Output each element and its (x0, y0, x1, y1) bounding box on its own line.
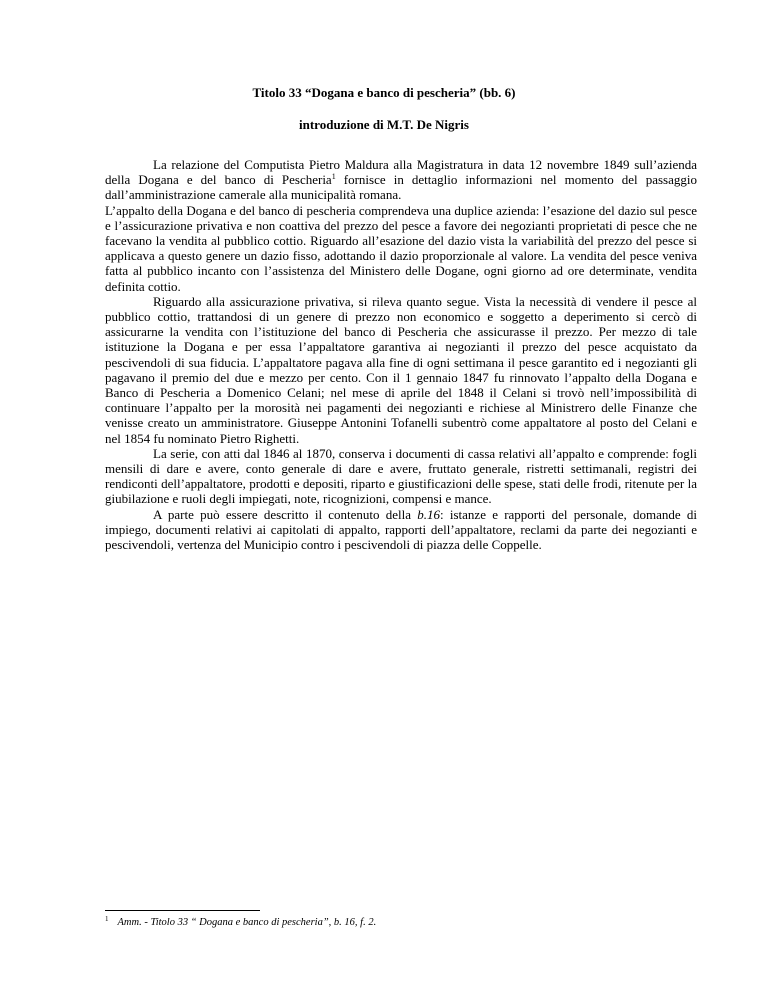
paragraph-2: L’appalto della Dogana e del banco di pescheria comprendeva una duplice azienda: l’esazione del dazio sul pesce e l’assicurazione privativa e non coattiva del prezzo del pesce a favore dei negozianti proprietati di pesce che ne facevano la vendita al pubblico cottio. Riguardo all’esazione del dazio vista la variabilità del prezzo del pesce si applicava a questo genere un dazio fisso, adottando il dazio proporzionale al valore. La vendita del pesce veniva fatta al pubblico incanto con l’assistenza del Ministero delle Dogane, ogni giorno ad ore determinate, vendita definita cottio. (105, 202, 697, 294)
paragraph-1-text-b: fornisce in dettaglio informazioni nel momento del passaggio dall’amministrazione camerale alla municipalità romana. (105, 172, 697, 203)
paragraph-5-text-a: A parte può essere descritto il contenuto della (153, 506, 418, 522)
footnote-reference: 1 (331, 172, 336, 182)
footnote-number: 1 (105, 915, 109, 923)
paragraph-1 (105, 157, 697, 203)
paragraph-5-text-b: : istanze e rapporti del personale, domande di impiego, documenti relativi ai capitolati di appalto, rapporti dell’appaltatore, reclami da parte dei negozianti e pescivendoli, vertenza del Municipio contro i pescivendoli di piazza delle Coppelle. (105, 506, 697, 553)
paragraph-4: La serie, con atti dal 1846 al 1870, conserva i documenti di cassa relativi all’appalto e comprende: fogli mensili di dare e avere, conto generale di dare e avere, fruttato generale, ristretti settimanali, registri dei rendiconti dell’appaltatore, prodotti e depositi, riparto e giustificazioni delle spese, stati delle frodi, ritenute per la giubilazione e ruoli degli impiegati, note, ricognizioni, compensi e mance. (105, 445, 697, 507)
footnote-divider (105, 910, 260, 911)
paragraph-1-text-a: La relazione del Computista Pietro Maldura alla Magistratura in data 12 novembre 1849 sull’azienda della Dogana e del banco di Pescheria (105, 157, 697, 188)
footnote (105, 916, 697, 929)
paragraph-3: Riguardo alla assicurazione privativa, si rileva quanto segue. Vista la necessità di vendere il pesce al pubblico cottio, trattandosi di un genere di prezzo non economico e soggetto a deperimento si cercò di assicurarne la vendita con l’istituzione del banco di Pescheria che assicurasse il prezzo. Per mezzo di tale istituzione la Dogana e per essa l’appaltatore garantiva ai negozianti il prezzo del pesce acquistato da pescivendoli di sua fiducia. L’appaltatore pagava alla fine di ogni settimana il pesce garantito ed i negozianti gli pagavano il premio del due e mezzo per cento. Con il 1 gennaio 1847 fu rinnovato l’appalto della Dogana e Banco di Pescheria a Domenico Celani; nel mese di aprile del 1848 il Celani si trovò nell’impossibilità di continuare l’appalto per la morosità nei pagamenti dei negozianti e richiese al Ministrero delle Finanze che venisse creato un amministratore. Giuseppe Antonini Tofanelli subentrò come appaltatore al posto del Celani e nel 1854 fu nominato Pietro Righetti. (105, 293, 697, 446)
document-title: Titolo 33 “Dogana e banco di pescheria” (bb. 6) (252, 85, 516, 100)
paragraph-5 (105, 507, 697, 553)
paragraph-5-busta-ref: b.16 (417, 506, 441, 522)
document-body (105, 157, 697, 552)
footnote-text: Amm. - Titolo 33 “ Dogana e banco di pescheria”, b. 16, f. 2. (117, 917, 377, 928)
document-subtitle: introduzione di M.T. De Nigris (299, 117, 469, 132)
